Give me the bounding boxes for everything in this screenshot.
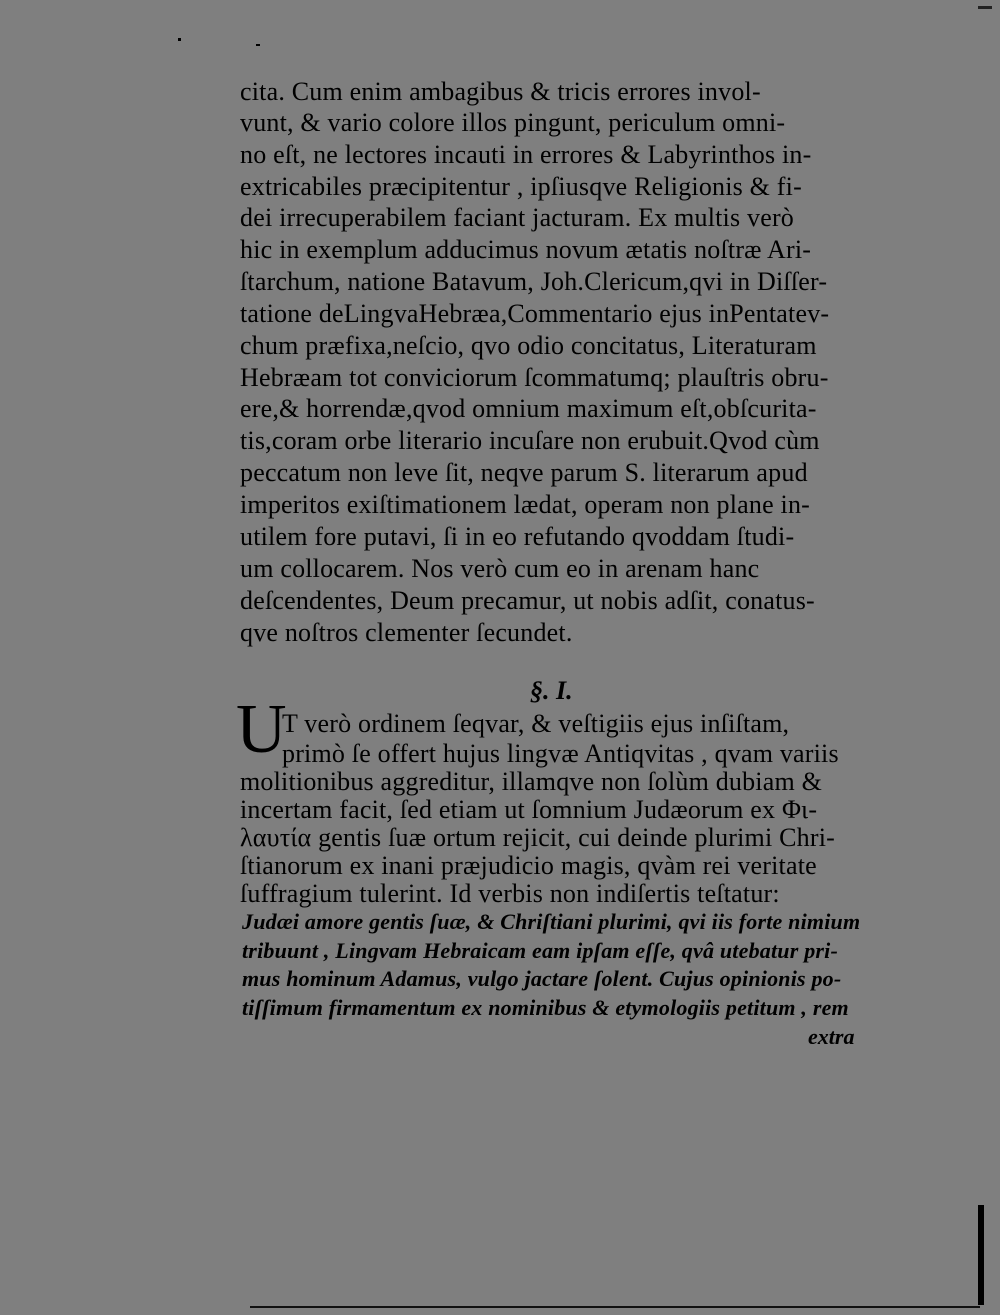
- text-line: ſtianorum ex inani præjudicio magis, qvàm rei veritate: [240, 851, 817, 880]
- text-line: vunt, & vario colore illos pingunt, periculum omni-: [240, 108, 786, 137]
- ink-speck: [178, 38, 181, 41]
- text-line: primò ſe offert hujus lingvæ Antiqvitas , qvam variis: [282, 739, 839, 768]
- text-line: imperitos exiſtimationem lædat, operam non plane in-: [240, 490, 810, 519]
- text-line: tis,coram orbe literario incuſare non erubuit.Qvod cùm: [240, 426, 820, 455]
- text-line: chum præfixa,neſcio, qvo odio concitatus, Literaturam: [240, 331, 817, 360]
- text-line: molitionibus aggreditur, illamqve non ſolùm dubiam &: [240, 767, 823, 796]
- text-line: qve noſtros clementer ſecundet.: [240, 618, 573, 647]
- text-line: Hebræam tot conviciorum ſcommatumq; plauſtris obru-: [240, 363, 829, 392]
- quote-line: Judæi amore gentis ſuæ, & Chriſtiani plurimi, qvi iis forte nimium: [242, 909, 861, 934]
- text-line: peccatum non leve ſit, neqve parum S. literarum apud: [240, 458, 808, 487]
- text-line: deſcendentes, Deum precamur, ut nobis adſit, conatus-: [240, 586, 815, 615]
- text-line: incertam facit, ſed etiam ut ſomnium Judæorum ex Φι-: [240, 795, 818, 824]
- bottom-edge-rule: [250, 1306, 980, 1308]
- section-heading: §. I.: [530, 676, 573, 705]
- text-line: ere,& horrendæ,qvod omnium maximum eſt,obſcurita-: [240, 394, 817, 423]
- text-line: T verò ordinem ſeqvar, & veſtigiis ejus inſiſtam,: [282, 709, 790, 738]
- text-line: ſtarchum, natione Batavum, Joh.Clericum,qvi in Diſſer-: [240, 267, 828, 296]
- text-line: dei irrecuperabilem faciant jacturam. Ex multis verò: [240, 203, 795, 232]
- quote-line: tiſſimum firmamentum ex nominibus & etymologiis petitum , rem: [242, 995, 849, 1020]
- text-line: utilem fore putavi, ſi in eo refutando qvoddam ſtudi-: [240, 522, 795, 551]
- ink-speck: [256, 44, 260, 46]
- text-line: λαυτία gentis ſuæ ortum rejicit, cui deinde plurimi Chri-: [240, 823, 835, 852]
- page-corner-mark: [978, 6, 992, 9]
- binding-edge: [978, 1205, 984, 1305]
- text-line: extricabiles præcipitentur , ipſiusqve Religionis & fi-: [240, 172, 802, 201]
- text-line: um collocarem. Nos verò cum eo in arenam hanc: [240, 554, 760, 583]
- text-line: tatione deLingvaHebræa,Commentario ejus inPentatev-: [240, 299, 830, 328]
- text-line: no eſt, ne lectores incauti in errores & Labyrinthos in-: [240, 140, 812, 169]
- catchword: extra: [808, 1024, 855, 1049]
- quote-line: tribuunt , Lingvam Hebraicam eam ipſam eſſe, qvâ utebatur pri-: [242, 938, 838, 963]
- drop-cap: U: [236, 691, 287, 768]
- text-line: cita. Cum enim ambagibus & tricis errores invol-: [240, 77, 761, 106]
- text-line: hic in exemplum adducimus novum ætatis noſtræ Ari-: [240, 235, 812, 264]
- text-line: ſuffragium tulerint. Id verbis non indiſertis teſtatur:: [240, 879, 780, 908]
- quote-line: mus hominum Adamus, vulgo jactare ſolent. Cujus opinionis po-: [242, 966, 842, 991]
